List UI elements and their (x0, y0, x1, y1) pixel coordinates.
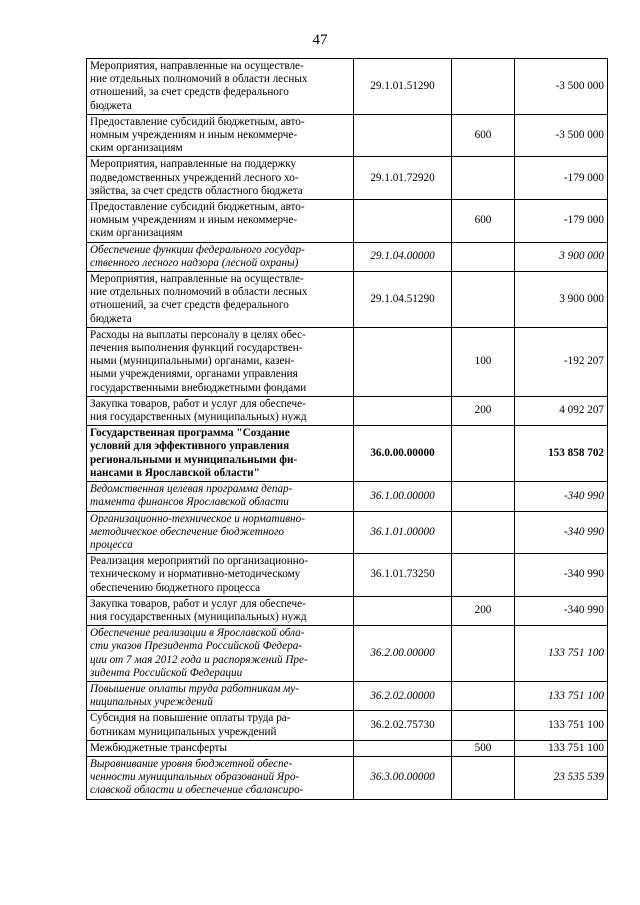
row-code: 29.1.04.51290 (370, 292, 435, 305)
row-amount-cell (515, 327, 608, 396)
row-code: 36.2.02.75730 (370, 718, 435, 731)
row-name: Мероприятия, направленные на осуществле- ние отдельных полномочий в области лесных отношений, за счет средств федерального бюджета (90, 273, 308, 325)
table-row (87, 114, 608, 157)
row-name-cell (87, 511, 354, 554)
row-code: 36.1.00.00000 (370, 489, 435, 502)
row-name-cell (87, 327, 354, 396)
row-amount-cell (515, 200, 608, 243)
row-name: Предоставление субсидий бюджетным, авто- номным учреждениям и иным некоммерче- ским организациям (90, 201, 305, 240)
row-name-cell (87, 200, 354, 243)
table-row (87, 59, 608, 115)
table-row (87, 327, 608, 396)
row-amount: 133 751 100 (548, 718, 604, 731)
row-code-cell (354, 511, 452, 554)
row-amount-cell (515, 114, 608, 157)
row-name: Закупка товаров, работ и услуг для обеспече- ния государственных (муниципальных) нужд (90, 597, 307, 623)
row-name: Мероприятия, направленные на осуществле- ние отдельных полномочий в области лесных отношений, за счет средств федерального бюджета (90, 60, 308, 112)
row-amount: 133 751 100 (548, 741, 604, 754)
table-row (87, 157, 608, 200)
row-name: Государственная программа "Создание условий для эффективного управления региональными и муниципальными фи- нансами в Ярославской области" (90, 427, 298, 479)
row-code-cell (354, 681, 452, 710)
row-name: Субсидия на повышение оплаты труда ра- ботникам муниципальных учреждений (90, 712, 291, 738)
table-row (87, 554, 608, 597)
row-name: Мероприятия, направленные на поддержку подведомственных учреждений лесного хо- зяйства, за счет средств областного бюджета (90, 158, 303, 197)
table-row (87, 426, 608, 482)
row-expense-type: 600 (474, 214, 492, 227)
row-code: 29.1.01.72920 (370, 171, 435, 184)
row-name: Ведомственная целевая программа депар- тамента финансов Ярославской области (90, 483, 293, 509)
row-expense-type-cell (452, 327, 515, 396)
table-row (87, 396, 608, 425)
row-amount: -340 990 (563, 604, 604, 617)
row-name: Закупка товаров, работ и услуг для обеспече- ния государственных (муниципальных) нужд (90, 397, 307, 424)
row-amount: -3 500 000 (555, 79, 604, 92)
row-amount: -340 990 (563, 568, 604, 581)
row-expense-type: 100 (474, 355, 492, 368)
row-amount: 4 092 207 (559, 404, 604, 417)
row-amount: 23 535 539 (553, 771, 604, 784)
row-code-cell (354, 596, 452, 625)
row-amount-cell (515, 59, 608, 115)
row-amount-cell (515, 272, 608, 328)
row-name-cell (87, 711, 354, 740)
row-amount-cell (515, 554, 608, 597)
row-amount: -179 000 (563, 171, 604, 184)
row-code-cell (354, 157, 452, 200)
row-expense-type-cell (452, 626, 515, 682)
table-row (87, 482, 608, 511)
table-row (87, 596, 608, 625)
row-code-cell (354, 272, 452, 328)
row-name-cell (87, 59, 354, 115)
budget-table (86, 58, 608, 800)
row-name-cell (87, 396, 354, 425)
row-name: Повышение оплаты труда работникам му- ниципальных учреждений (90, 682, 299, 709)
row-amount: 3 900 000 (559, 250, 604, 263)
row-amount: -340 990 (563, 525, 604, 538)
row-code-cell (354, 482, 452, 511)
row-amount-cell (515, 242, 608, 271)
row-amount-cell (515, 596, 608, 625)
row-amount-cell (515, 482, 608, 511)
table-row (87, 711, 608, 740)
table-row (87, 740, 608, 756)
row-code: 36.2.00.00000 (370, 646, 435, 659)
row-amount-cell (515, 157, 608, 200)
row-code: 29.1.01.51290 (370, 79, 435, 92)
row-name-cell (87, 740, 354, 756)
row-name-cell (87, 626, 354, 682)
row-code-cell (354, 59, 452, 115)
row-code: 36.3.00.00000 (370, 771, 435, 784)
row-name-cell (87, 596, 354, 625)
row-name: Предоставление субсидий бюджетным, авто- номным учреждениям и иным некоммерче- ским организациям (90, 115, 305, 155)
row-code-cell (354, 200, 452, 243)
row-expense-type-cell (452, 681, 515, 710)
row-code-cell (354, 327, 452, 396)
row-name-cell (87, 242, 354, 271)
row-name: Межбюджетные трансферты (90, 741, 227, 754)
row-expense-type-cell (452, 426, 515, 482)
table-row (87, 756, 608, 799)
row-amount-cell (515, 681, 608, 710)
row-amount-cell (515, 740, 608, 756)
row-code-cell (354, 114, 452, 157)
row-amount-cell (515, 426, 608, 482)
row-expense-type-cell (452, 396, 515, 425)
row-code-cell (354, 242, 452, 271)
row-amount: 133 751 100 (548, 689, 604, 702)
table-row (87, 626, 608, 682)
row-name: Обеспечение функции федерального государ- ственного лесного надзора (лесной охраны) (90, 243, 305, 269)
row-amount: 133 751 100 (548, 646, 604, 659)
row-name-cell (87, 272, 354, 328)
row-amount: -3 500 000 (555, 129, 604, 142)
row-expense-type-cell (452, 272, 515, 328)
row-expense-type-cell (452, 59, 515, 115)
row-amount: -192 207 (563, 355, 604, 368)
row-code-cell (354, 554, 452, 597)
table-row (87, 242, 608, 271)
row-name: Реализация мероприятий по организационно- техническому и нормативно-методическому обеспечению бюджетного процесса (90, 555, 309, 594)
table-row (87, 200, 608, 243)
row-amount-cell (515, 626, 608, 682)
table-row (87, 272, 608, 328)
row-expense-type-cell (452, 114, 515, 157)
row-name: Выравнивание уровня бюджетной обеспе- ченности муниципальных образований Яро- славской области и обеспечение сбалансиро- (90, 757, 304, 797)
row-code: 36.1.01.73250 (370, 568, 435, 581)
table-row (87, 681, 608, 710)
row-code-cell (354, 756, 452, 799)
row-expense-type-cell (452, 242, 515, 271)
row-name-cell (87, 756, 354, 799)
row-code-cell (354, 396, 452, 425)
row-name: Обеспечение реализации в Ярославской обла- сти указов Президента Российской Федера- ции от 7 мая 2012 года и распоряжений Пре- зидента Российской Федерации (90, 627, 308, 679)
row-amount: -179 000 (563, 214, 604, 227)
row-expense-type: 500 (474, 741, 492, 754)
row-expense-type: 200 (474, 404, 492, 417)
row-code: 36.2.02.00000 (370, 689, 435, 702)
row-expense-type-cell (452, 482, 515, 511)
row-amount: -340 990 (563, 489, 604, 502)
row-expense-type-cell (452, 596, 515, 625)
row-expense-type-cell (452, 756, 515, 799)
row-name-cell (87, 157, 354, 200)
row-code: 36.0.00.00000 (370, 447, 435, 460)
row-code: 29.1.04.00000 (370, 250, 435, 263)
row-expense-type: 200 (474, 604, 492, 617)
row-expense-type-cell (452, 554, 515, 597)
row-name-cell (87, 681, 354, 710)
row-name-cell (87, 482, 354, 511)
row-code-cell (354, 740, 452, 756)
row-amount: 153 858 702 (548, 447, 604, 460)
row-expense-type: 600 (474, 129, 492, 142)
row-expense-type-cell (452, 711, 515, 740)
row-name: Расходы на выплаты персоналу в целях обес- печения выполнения функций государствен- ными (муниципальными) органами, казен- ными учреждениями, органами управления государственными внебюджетными фондами (90, 328, 307, 394)
row-amount-cell (515, 396, 608, 425)
row-code: 36.1.01.00000 (370, 525, 435, 538)
table-row (87, 511, 608, 554)
row-amount: 3 900 000 (559, 292, 604, 305)
row-name-cell (87, 114, 354, 157)
row-expense-type-cell (452, 511, 515, 554)
page-number: 47 (312, 32, 328, 48)
row-expense-type-cell (452, 740, 515, 756)
row-amount-cell (515, 511, 608, 554)
row-code-cell (354, 626, 452, 682)
row-name: Организационно-техническое и нормативно- методическое обеспечение бюджетного процесса (90, 512, 305, 551)
row-code-cell (354, 426, 452, 482)
row-name-cell (87, 426, 354, 482)
row-expense-type-cell (452, 157, 515, 200)
row-code-cell (354, 711, 452, 740)
row-amount-cell (515, 756, 608, 799)
row-expense-type-cell (452, 200, 515, 243)
row-name-cell (87, 554, 354, 597)
row-amount-cell (515, 711, 608, 740)
budget-table-body (87, 59, 608, 800)
